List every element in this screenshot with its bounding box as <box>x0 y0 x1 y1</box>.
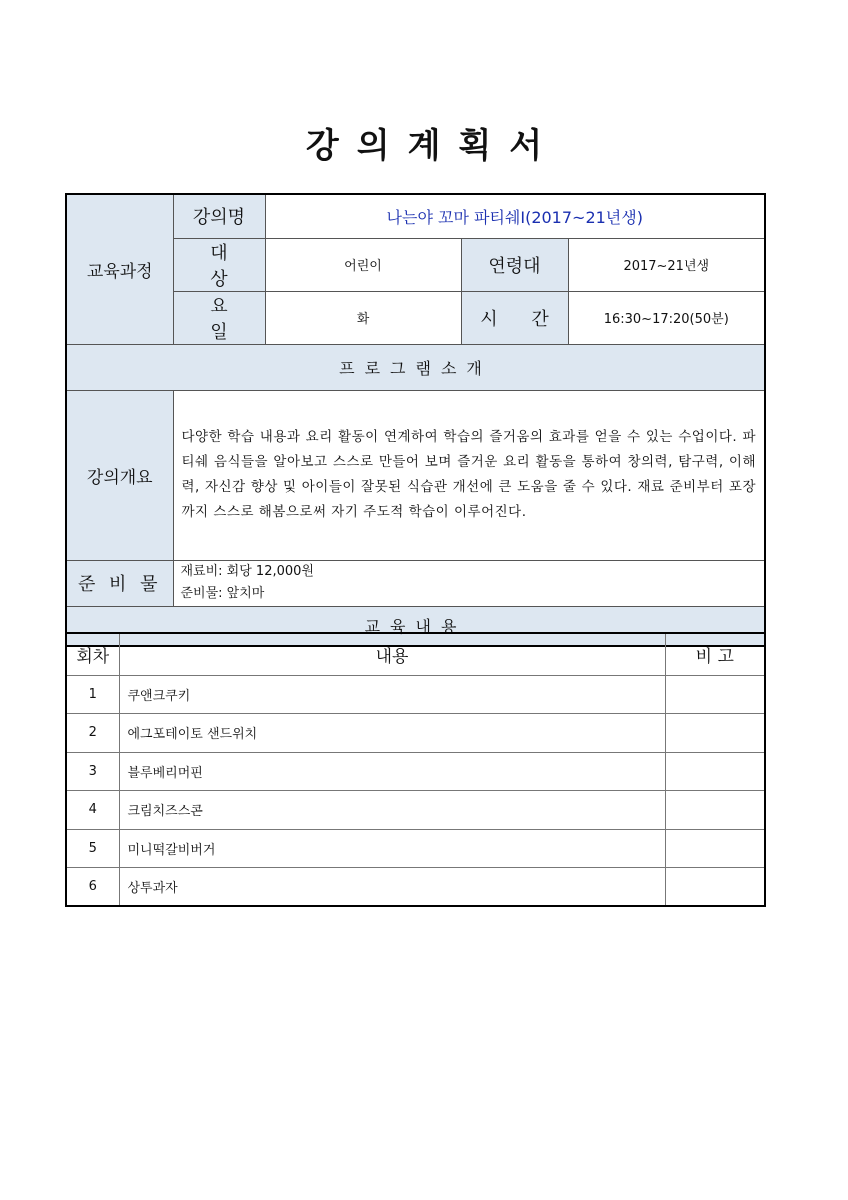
program-section-header: 프로그램소개 <box>66 344 765 390</box>
session-note <box>665 714 765 753</box>
lesson-table <box>65 632 766 907</box>
table-row <box>66 675 765 714</box>
session-number: 3 <box>66 752 119 791</box>
prep-cell <box>173 560 765 606</box>
session-content: 크림치즈스콘 <box>119 791 665 830</box>
session-content: 에그포테이토 샌드위치 <box>119 714 665 753</box>
session-note <box>665 752 765 791</box>
age-label: 연령대 <box>461 238 568 291</box>
age-value: 2017~21년생 <box>568 238 765 291</box>
session-number: 5 <box>66 829 119 868</box>
table-row <box>66 829 765 868</box>
overview-text: 다양한 학습 내용과 요리 활동이 연계하여 학습의 즐거움의 효과를 얻을 수 있는 수업이다. 파티쉐 음식들을 알아보고 스스로 만들어 보며 즐거운 요리 활동을 통하여 창의력, 탐구력, 이해력, 자신감 향상 및 아이들이 잘못된 식습관 개선에 큰 도움을 줄 수 있다. 재료 준비부터 포장까지 스스로 해봄으로써 자기 주도적 학습이 이루어진다. <box>173 390 765 560</box>
session-content: 쿠앤크쿠키 <box>119 675 665 714</box>
session-number: 1 <box>66 675 119 714</box>
session-note <box>665 829 765 868</box>
overview-label: 강의개요 <box>66 390 173 560</box>
target-value: 어린이 <box>265 238 461 291</box>
table-row <box>66 714 765 753</box>
column-header-session: 회차 <box>66 633 119 675</box>
prep-items: 준비물: 앞치마 <box>180 586 265 601</box>
day-value: 화 <box>265 291 461 344</box>
prep-label: 준 비 물 <box>66 560 173 606</box>
content-section-header: 교육내용 <box>66 606 765 646</box>
table-row <box>66 752 765 791</box>
session-number: 6 <box>66 868 119 907</box>
session-content: 상투과자 <box>119 868 665 907</box>
document-title: 강의계획서 <box>305 126 561 166</box>
session-number: 4 <box>66 791 119 830</box>
time-value: 16:30~17:20(50분) <box>568 291 765 344</box>
session-note <box>665 791 765 830</box>
session-note <box>665 675 765 714</box>
target-label: 대 상 <box>173 238 265 291</box>
session-content: 블루베리머핀 <box>119 752 665 791</box>
course-label: 교육과정 <box>66 194 173 344</box>
session-content: 미니떡갈비버거 <box>119 829 665 868</box>
lecture-name: 나는야 꼬마 파티쉐Ⅰ(2017~21년생) <box>265 194 765 238</box>
session-note <box>665 868 765 907</box>
column-header-content: 내용 <box>119 633 665 675</box>
table-row <box>66 791 765 830</box>
day-label: 요 일 <box>173 291 265 344</box>
prep-fee: 재료비: 회당 12,000원 <box>180 564 314 579</box>
table-row <box>66 868 765 907</box>
course-info-table <box>65 193 766 647</box>
lecture-name-label: 강의명 <box>173 194 265 238</box>
column-header-note: 비 고 <box>665 633 765 675</box>
session-number: 2 <box>66 714 119 753</box>
time-label: 시 간 <box>461 291 568 344</box>
